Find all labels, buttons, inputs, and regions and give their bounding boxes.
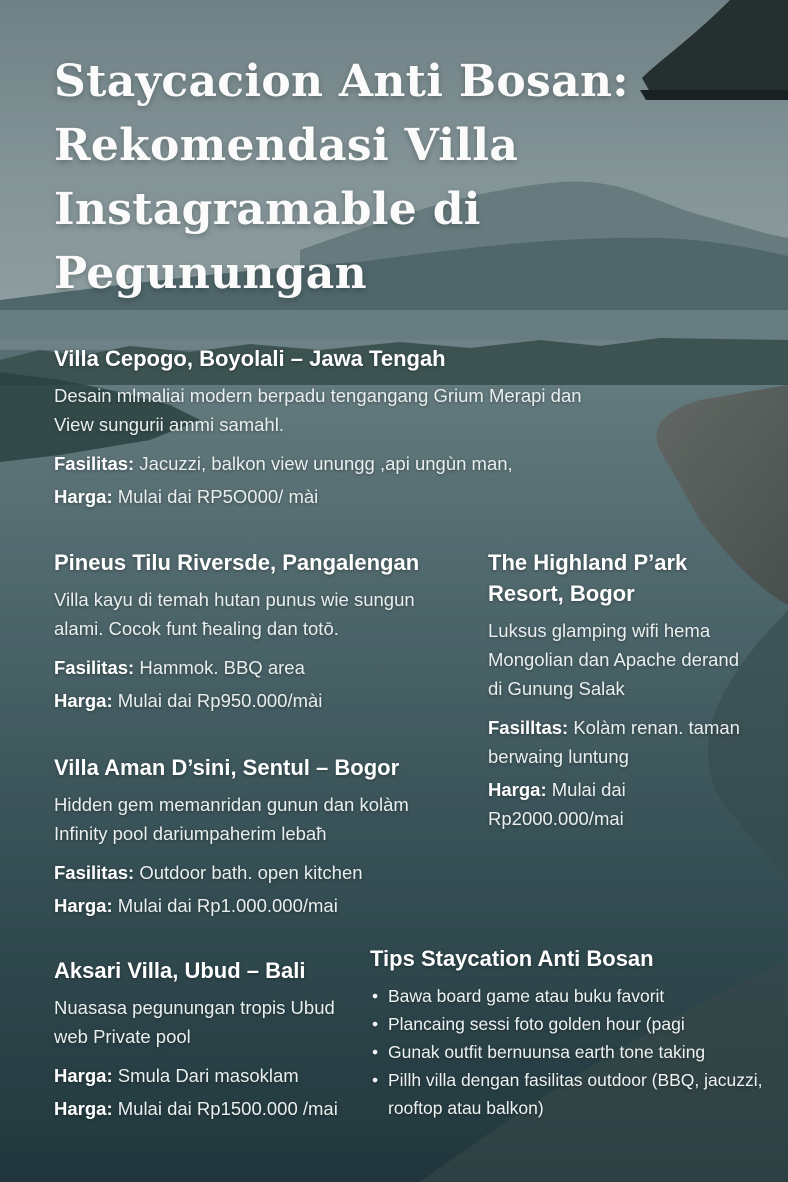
villa-name: The Highland P’ark Resort, Bogor xyxy=(488,550,688,606)
villa-name: Aksari Villa, Ubud – Bali xyxy=(54,958,306,983)
facilities-label: Fasilltas: xyxy=(488,717,569,738)
price-value: Mulai dai Rp1500.000 /mai xyxy=(112,1098,338,1119)
facilities-value: Kolàm renan. taman berwaing luntung xyxy=(488,717,740,767)
villa-facilities xyxy=(54,653,464,682)
tips-item: • Plancaing sessi foto golden hour (pagi xyxy=(370,1010,780,1038)
facilities-value: Outdoor bath. open kitchen xyxy=(134,862,363,883)
villa-description: Nuasasa pegunungan tropis Ubud web Private pool xyxy=(54,997,335,1047)
villa-card-aksari xyxy=(54,955,354,1123)
price-value: Mulai dai Rp950.000/mài xyxy=(112,690,323,711)
price-label: Harga: xyxy=(54,1098,113,1119)
facilities-value: Hammok. BBQ area xyxy=(134,657,305,678)
price-label: Harga: xyxy=(488,779,547,800)
villa-price xyxy=(54,482,624,511)
price-value: Mulai dai Rp1.000.000/mai xyxy=(112,895,338,916)
tips-heading: Tips Staycation Anti Bosan xyxy=(370,946,654,971)
villa-card-highland-park xyxy=(488,547,748,833)
villa-name: Villa Aman D’sini, Sentul – Bogor xyxy=(54,755,400,780)
villa-facilities xyxy=(488,713,748,771)
villa-card-pineus-tilu xyxy=(54,547,464,715)
facilities-label: Harga: xyxy=(54,1065,113,1086)
villa-price xyxy=(488,775,748,833)
price-label: Harga: xyxy=(54,690,113,711)
villa-description: Villa kayu di temah hutan punus wie sungun alami. Cocok funt ħealing dan totō. xyxy=(54,589,415,639)
villa-price xyxy=(54,891,464,920)
facilities-label: Fasilitas: xyxy=(54,862,135,883)
tips-item: • Gunak outfit bernuunsa earth tone taking xyxy=(370,1038,780,1066)
tips-section xyxy=(370,943,780,1122)
facilities-label: Fasilitas: xyxy=(54,453,135,474)
villa-description: Luksus glamping wifi hema Mongolian dan Apache derand di Gunung Salak xyxy=(488,620,739,699)
price-value: Mulai dai RP5O000/ mài xyxy=(112,486,319,507)
villa-card-aman-dsini xyxy=(54,752,464,920)
villa-description: Desain mlmaliai modern berpadu tengangang Grium Merapi dan View sungurii ammi samahl. xyxy=(54,385,582,435)
poster-title: Staycacion Anti Bosan: Rekomendasi Villa Instagramable di Pegunungan xyxy=(54,56,629,299)
villa-name: Pineus Tilu Riversde, Pangalengan xyxy=(54,550,420,575)
villa-name: Villa Cepogo, Boyolali – Jawa Tengah xyxy=(54,346,446,371)
price-label: Harga: xyxy=(54,895,113,916)
tips-list xyxy=(370,982,780,1122)
facilities-value: Jacuzzi, balkon view unungg ,api ungùn man, xyxy=(134,453,513,474)
villa-price xyxy=(54,686,464,715)
villa-facilities xyxy=(54,449,624,478)
facilities-value: Smula Dari masoklam xyxy=(112,1065,299,1086)
tips-item: • Bawa board game atau buku favorit xyxy=(370,982,780,1010)
villa-description: Hidden gem memanridan gunun dan kolàm Infinity pool dariumpaherim lebaħ xyxy=(54,794,409,844)
facilities-label: Fasilitas: xyxy=(54,657,135,678)
price-value: Mulai dai Rp2000.000/mai xyxy=(488,779,626,829)
villa-card-cepogo xyxy=(54,343,624,511)
tips-item: • Pillh villa dengan fasilitas outdoor (BBQ, jacuzzi, rooftop atau balkon) xyxy=(370,1066,780,1122)
villa-facilities xyxy=(54,1061,354,1090)
villa-facilities xyxy=(54,858,464,887)
price-label: Harga: xyxy=(54,486,113,507)
villa-price xyxy=(54,1094,354,1123)
